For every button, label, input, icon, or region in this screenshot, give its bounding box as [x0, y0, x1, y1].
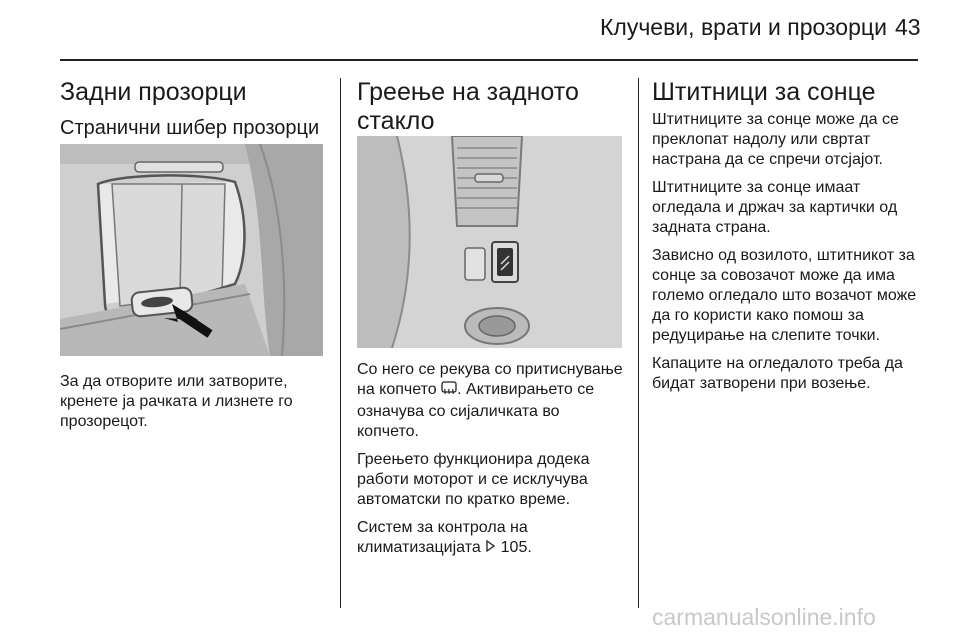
text-line: Со него се рекува со притиснување: [357, 361, 623, 378]
text-line: Капаците на огледалото треба да: [652, 355, 903, 372]
rear-window-heater-icon: [441, 380, 457, 402]
page-reference-link[interactable]: 105.: [500, 539, 532, 556]
text-line-with-reference: [357, 538, 632, 559]
text-line: сонце за совозачот може да има: [652, 267, 895, 284]
instruction-line: прозорецот.: [60, 413, 148, 430]
section-heading-sun-visors: Штитници за сонце: [652, 78, 876, 106]
running-title: Клучеви, врати и прозорци: [600, 14, 887, 40]
text-line: Зависно од возилото, штитникот за: [652, 247, 915, 264]
text-fragment: . Активирањето се: [457, 381, 595, 398]
column-rear-window-heating: [357, 78, 625, 556]
page-number: 43: [895, 14, 921, 40]
sun-visor-text: [652, 110, 920, 394]
instruction-line: кренете ја рачката и лизнете го: [60, 393, 293, 410]
text-line: Греењето функционира додека: [357, 451, 590, 468]
watermark: carmanualsonline.info: [652, 604, 876, 630]
text-line: работи моторот и се исклучува: [357, 471, 588, 488]
column-rear-windows: [60, 78, 328, 430]
text-line: огледала и држач за картички од: [652, 199, 898, 216]
text-line: настрана да се спречи отсјајот.: [652, 151, 883, 168]
header-rule: [60, 59, 918, 61]
text-line: Штитниците за сонце може да се: [652, 111, 899, 128]
rear-heating-text: [357, 360, 632, 559]
column-divider-left: [340, 78, 341, 608]
text-line: копчето.: [357, 423, 419, 440]
text-line: преклопат надолу или свртат: [652, 131, 871, 148]
sliding-window-illustration: [60, 144, 323, 361]
text-line: Систем за контрола на: [357, 519, 528, 536]
section-heading-rear-heating-line: Греење на задното: [357, 78, 579, 106]
text-line: редуцирање на слепите точки.: [652, 327, 880, 344]
text-line: Штитниците за сонце имаат: [652, 179, 861, 196]
column-divider-right: [638, 78, 639, 608]
text-fragment: климатизацијата: [357, 539, 481, 556]
text-line: бидат затворени при возење.: [652, 375, 871, 392]
text-fragment: на копчето: [357, 381, 437, 398]
text-line: да го користи како помош за: [652, 307, 864, 324]
section-heading-rear-windows: Задни прозорци: [60, 78, 247, 106]
text-line: означува со сијаличката во: [357, 403, 560, 420]
text-line: големо огледало што возачот може: [652, 287, 917, 304]
column-sun-visors: [652, 78, 920, 394]
text-line: автоматски по кратко време.: [357, 491, 571, 508]
triangle-arrow-icon: [485, 539, 496, 559]
subheading-sliding-windows: Странични шибер прозорци: [60, 117, 320, 139]
text-line: задната страна.: [652, 219, 771, 236]
rear-defrost-button-illustration: [357, 136, 622, 353]
text-line-with-icon: [357, 380, 632, 402]
sliding-window-instructions: [60, 372, 293, 432]
instruction-line: За да отворите или затворите,: [60, 373, 288, 390]
section-heading-rear-heating-line: стакло: [357, 107, 435, 135]
